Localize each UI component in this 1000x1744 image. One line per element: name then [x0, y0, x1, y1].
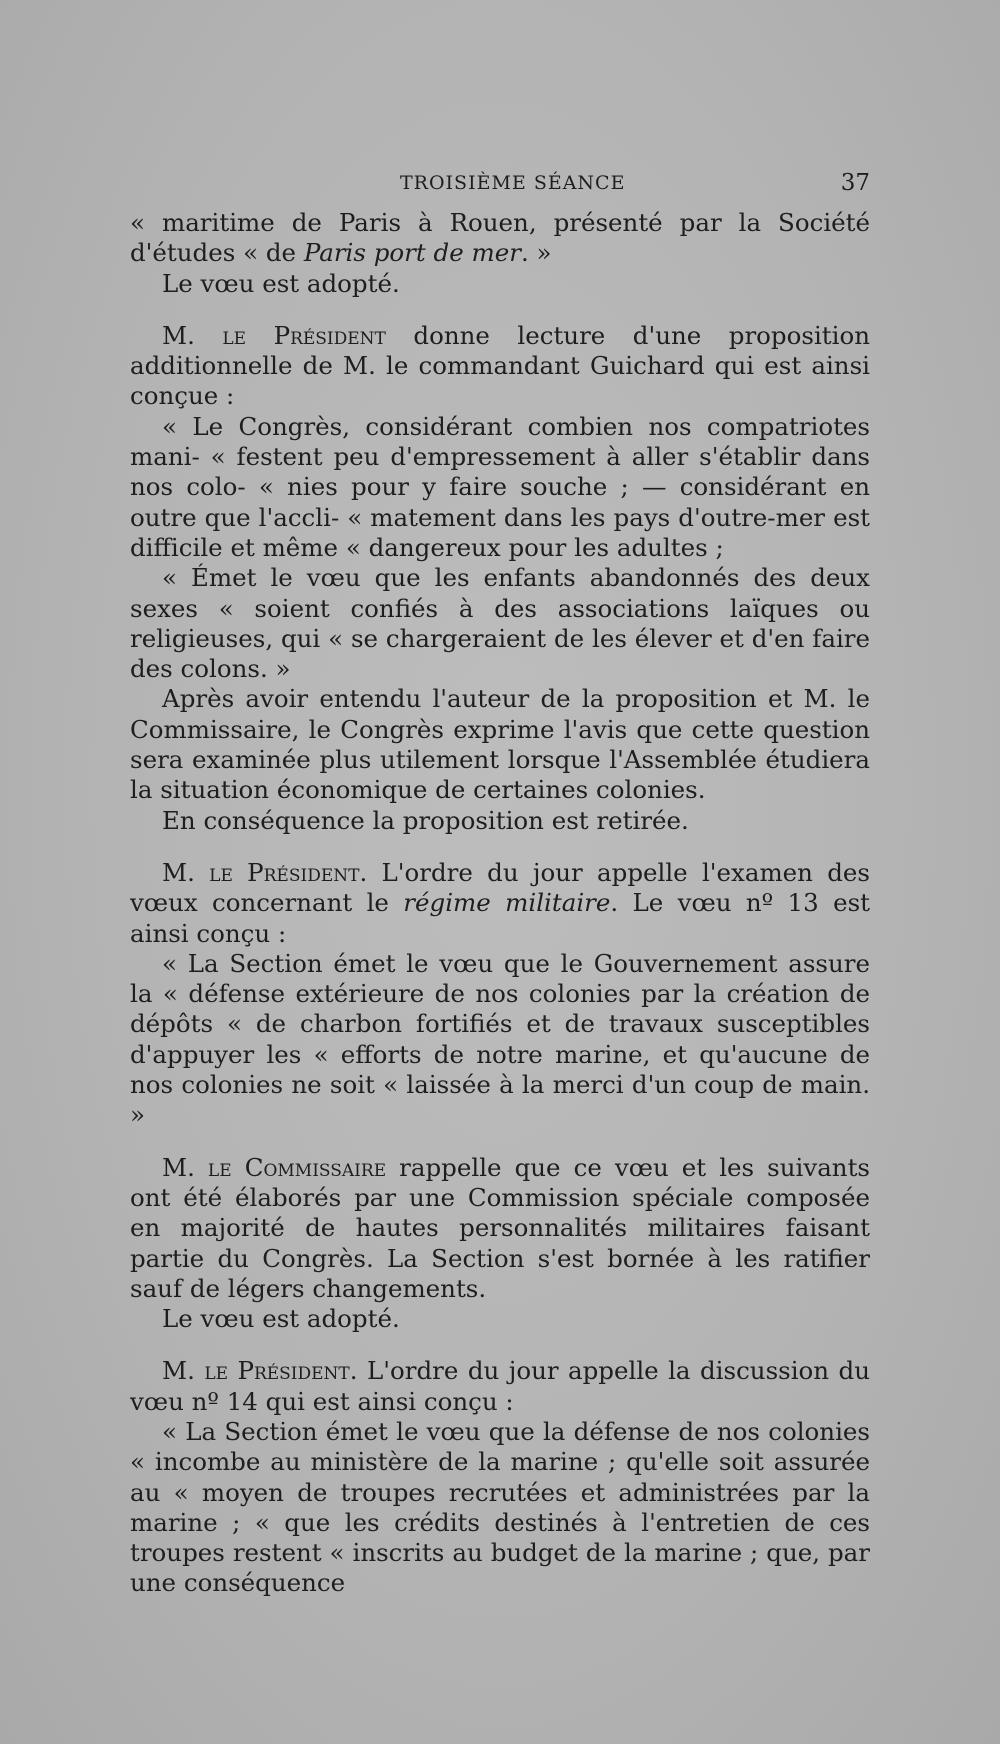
paragraph-wish-13-quote: « La Section émet le vœu que le Gouvernement assure la « défense extérieure de nos colonies par la création de dépôts « de charbon fortifiés et de travaux susceptibles d'appuyer les « efforts de notre marine, et qu'aucune de nos colonies ne soit « laissée à la merci d'un coup de main. »: [130, 948, 870, 1130]
page-header: [130, 172, 870, 202]
running-title: TROISIÈME SÉANCE: [400, 172, 626, 194]
paragraph-president-proposal: [130, 321, 870, 412]
paragraph-wish-14-quote: « La Section émet le vœu que la défense de nos colonies « incombe au ministère de la marine ; qu'elle soit assurée au « moyen de troupes recrutées et administrées par la marine ; « que les crédits destinés à l'entretien de ces troupes restent « inscrits au budget de la marine ; que, par une conséquence: [130, 1416, 870, 1598]
italic-term: régime militaire: [403, 888, 611, 918]
italic-title: Paris port de mer: [303, 238, 521, 268]
paragraph-president-military: [130, 858, 870, 949]
body-text: [130, 208, 870, 1599]
paragraph-quote-end: [130, 208, 870, 269]
paragraph-adopted-2: Le vœu est adopté.: [162, 1304, 400, 1334]
paragraph-text: donne lecture d'une proposition additionnelle de M. le commandant Guichard qui est ainsi conçue :: [130, 320, 870, 411]
speaker-name: M. le Président: [162, 857, 360, 887]
speaker-name: M. le Commissaire: [162, 1152, 387, 1182]
paragraph-text: . Le vœu nº 13 est ainsi conçu :: [130, 888, 870, 948]
paragraph-president-wish-14: [130, 1356, 870, 1417]
paragraph-text: « maritime de Paris à Rouen, présenté par la Société d'études « de: [130, 208, 870, 268]
paragraph-adopted: Le vœu est adopté.: [162, 268, 400, 298]
paragraph-congress-quote: « Le Congrès, considérant combien nos compatriotes mani- « festent peu d'empressement à aller s'établir dans nos colo- « nies pour y faire souche ; — considérant en outre que l'accli- « matement dans les pays d'outre-mer est difficile et même « dangereux pour les adultes ;: [130, 411, 870, 562]
paragraph-wish-quote: « Émet le vœu que les enfants abandonnés des deux sexes « soient confiés à des associations laïques ou religieuses, qui « se chargeraient de les élever et d'en faire des colons. »: [130, 563, 870, 684]
paragraph-text: . L'ordre du jour appelle l'examen des vœux concernant le: [130, 857, 870, 918]
page-number: 37: [840, 170, 870, 196]
paragraph-commissioner-remark: [130, 1153, 870, 1304]
paragraph-text: . L'ordre du jour appelle la discussion du vœu nº 14 qui est ainsi conçu :: [130, 1356, 870, 1416]
paragraph-withdrawn: En conséquence la proposition est retirée.: [162, 805, 689, 835]
paragraph-commissioner-opinion: Après avoir entendu l'auteur de la proposition et M. le Commissaire, le Congrès exprime l'avis que cette question sera examinée plus utilement lorsque l'Assemblée étudiera la situation économique de certaines colonies.: [130, 684, 870, 805]
paragraph-text: . »: [520, 238, 552, 268]
paragraph-text: rappelle que ce vœu et les suivants ont été élaborés par une Commission spéciale composée en majorité de hautes personnalités militaires faisant partie du Congrès. La Section s'est bornée à les ratifier sauf de légers changements.: [130, 1152, 870, 1303]
speaker-name: M. le Président: [162, 320, 386, 350]
speaker-name: M. le Président: [162, 1356, 350, 1386]
